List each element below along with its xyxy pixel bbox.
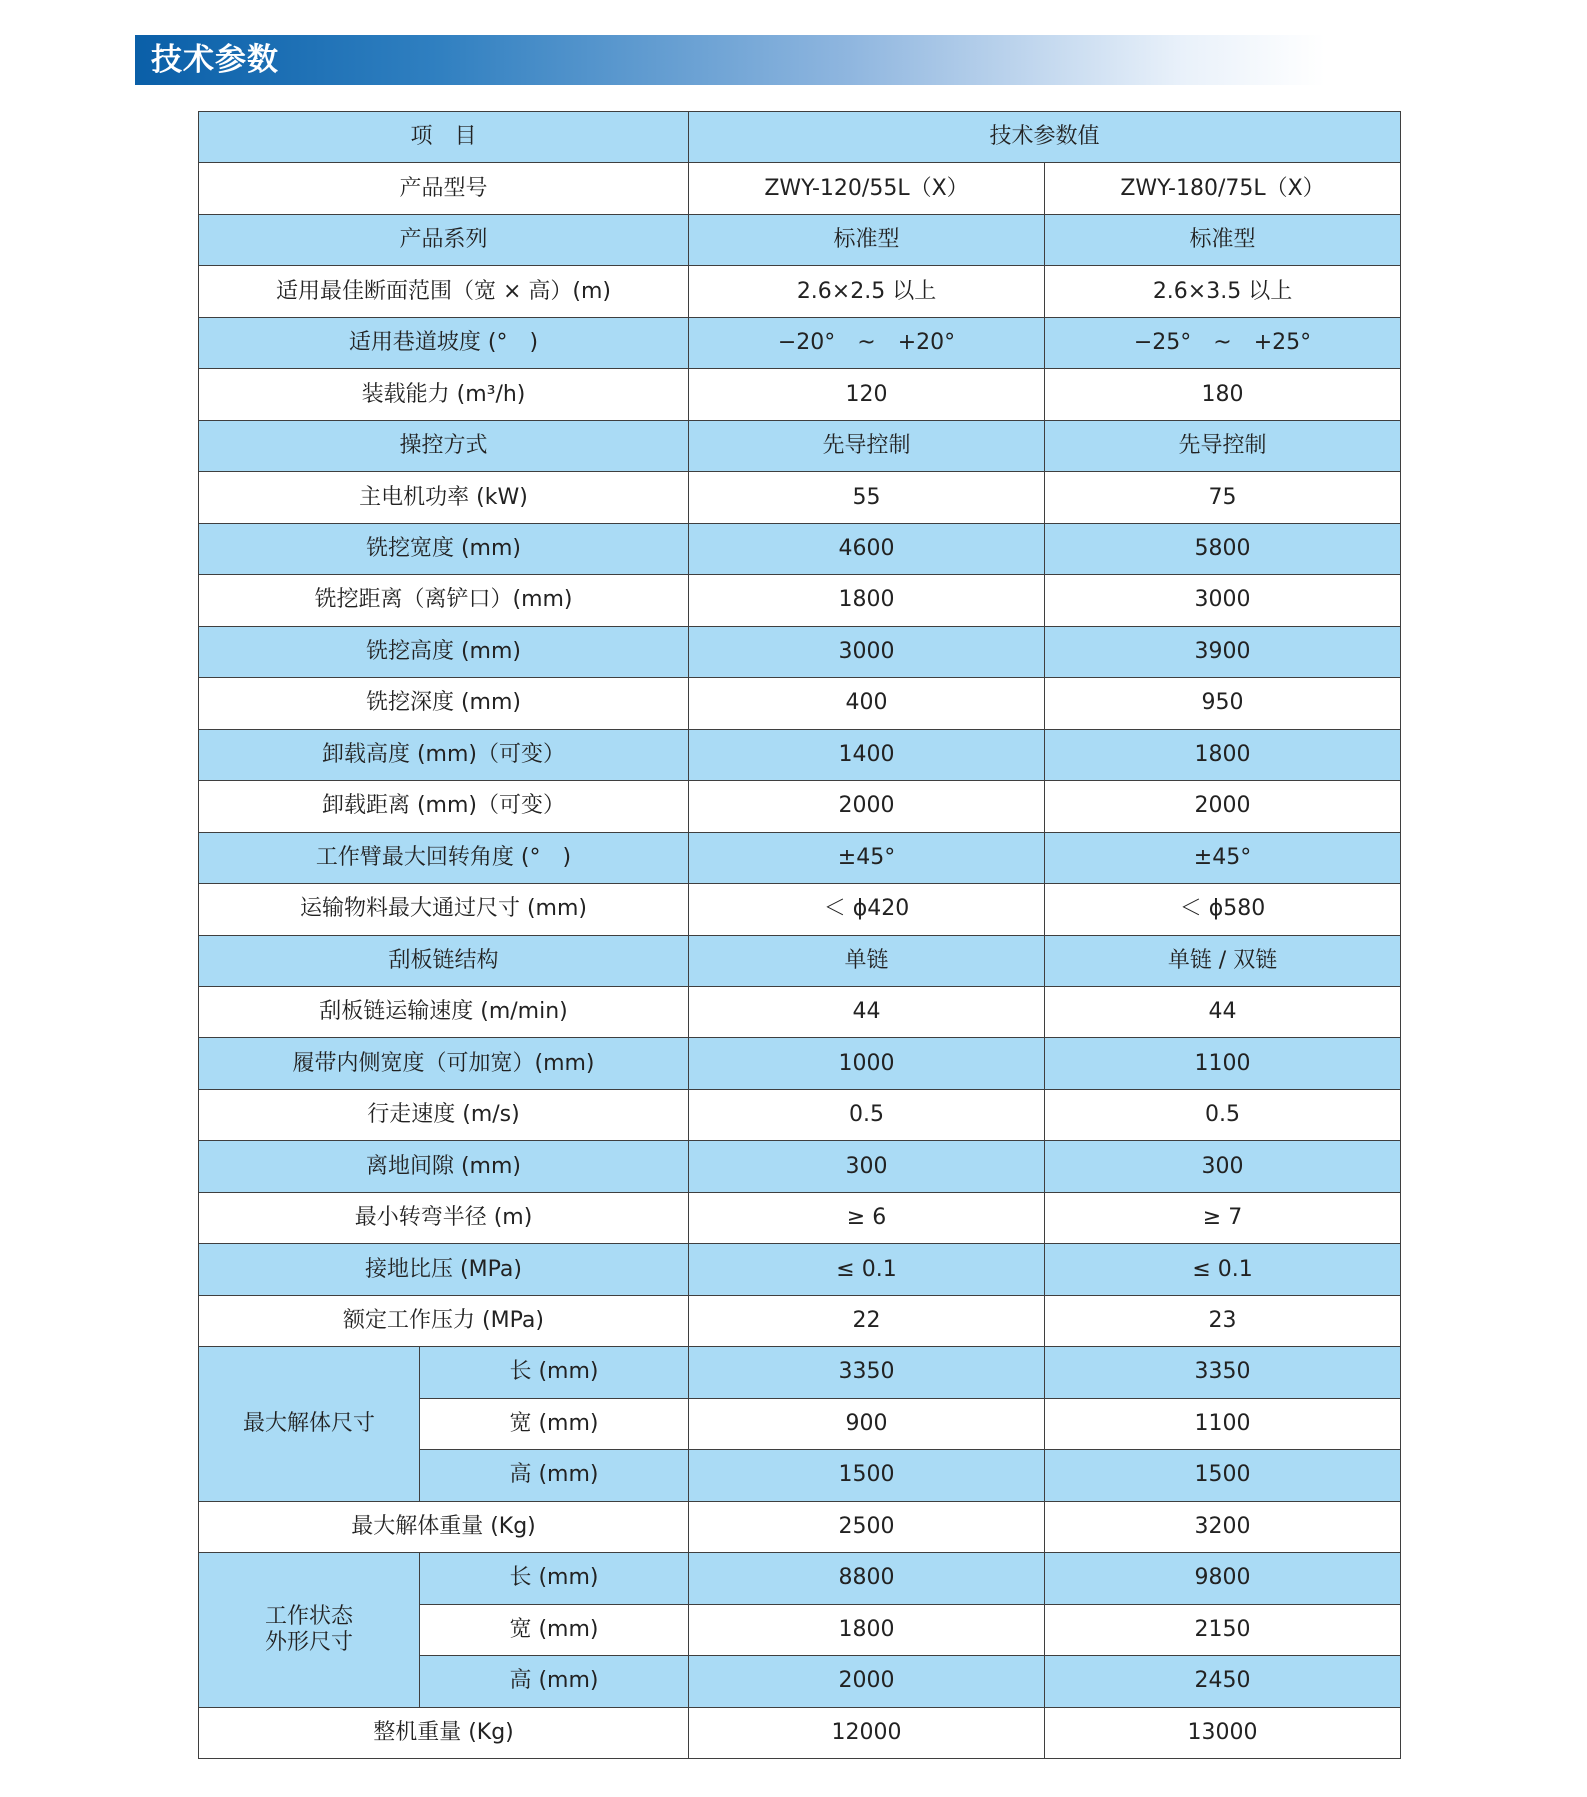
row-value-b: 先导控制 bbox=[1045, 420, 1401, 471]
row-value-a: 4600 bbox=[689, 523, 1045, 574]
row-value-a: 2000 bbox=[689, 1656, 1045, 1707]
row-value-a: 2000 bbox=[689, 781, 1045, 832]
row-value-a: ±45° bbox=[689, 832, 1045, 883]
row-value-a: 先导控制 bbox=[689, 420, 1045, 471]
table-row bbox=[199, 832, 1401, 883]
table-row bbox=[199, 1038, 1401, 1089]
row-label: 铣挖高度 (mm) bbox=[199, 626, 689, 677]
model-a: ZWY-120/55L（X） bbox=[689, 163, 1045, 214]
row-value-b: 2000 bbox=[1045, 781, 1401, 832]
table-row bbox=[199, 575, 1401, 626]
row-value-b: 1800 bbox=[1045, 729, 1401, 780]
row-value-a: 120 bbox=[689, 369, 1045, 420]
row-label: 离地间隙 (mm) bbox=[199, 1141, 689, 1192]
table-header-row bbox=[199, 112, 1401, 163]
row-value-b: 44 bbox=[1045, 986, 1401, 1037]
row-value-a: 12000 bbox=[689, 1707, 1045, 1758]
row-value-a: 300 bbox=[689, 1141, 1045, 1192]
row-value-b: 3350 bbox=[1045, 1347, 1401, 1398]
row-value-b: ＜ ϕ580 bbox=[1045, 884, 1401, 935]
row-label: 铣挖宽度 (mm) bbox=[199, 523, 689, 574]
row-value-a: 标准型 bbox=[689, 214, 1045, 265]
row-value-b: 3200 bbox=[1045, 1501, 1401, 1552]
row-label: 最小转弯半径 (m) bbox=[199, 1192, 689, 1243]
sub-label: 长 (mm) bbox=[420, 1347, 689, 1398]
row-value-a: 3000 bbox=[689, 626, 1045, 677]
row-value-b: 2150 bbox=[1045, 1604, 1401, 1655]
row-value-a: 900 bbox=[689, 1398, 1045, 1449]
row-value-b: 3900 bbox=[1045, 626, 1401, 677]
row-value-a: 2500 bbox=[689, 1501, 1045, 1552]
table-row bbox=[199, 884, 1401, 935]
row-value-b: 5800 bbox=[1045, 523, 1401, 574]
row-value-a: 22 bbox=[689, 1295, 1045, 1346]
section-title-banner bbox=[135, 35, 1325, 85]
work-size-row bbox=[199, 1553, 1401, 1604]
header-item: 项 目 bbox=[199, 112, 689, 163]
row-value-b: 23 bbox=[1045, 1295, 1401, 1346]
work-size-label: 工作状态 外形尺寸 bbox=[199, 1553, 420, 1707]
spec-table bbox=[198, 111, 1401, 1759]
row-value-b: 180 bbox=[1045, 369, 1401, 420]
row-value-b: 2450 bbox=[1045, 1656, 1401, 1707]
table-row bbox=[199, 1141, 1401, 1192]
row-value-b: 300 bbox=[1045, 1141, 1401, 1192]
row-value-a: 2.6×2.5 以上 bbox=[689, 266, 1045, 317]
row-value-b: −25° ~ +25° bbox=[1045, 317, 1401, 368]
table-row bbox=[199, 369, 1401, 420]
row-value-a: 3350 bbox=[689, 1347, 1045, 1398]
sub-label: 高 (mm) bbox=[420, 1656, 689, 1707]
row-value-b: ≥ 7 bbox=[1045, 1192, 1401, 1243]
table-row bbox=[199, 214, 1401, 265]
dismantle-size-row bbox=[199, 1347, 1401, 1398]
row-value-a: 55 bbox=[689, 472, 1045, 523]
table-row bbox=[199, 1089, 1401, 1140]
row-value-b: 1500 bbox=[1045, 1450, 1401, 1501]
row-label: 卸载距离 (mm)（可变） bbox=[199, 781, 689, 832]
row-value-b: 标准型 bbox=[1045, 214, 1401, 265]
table-row bbox=[199, 1295, 1401, 1346]
row-value-a: 1400 bbox=[689, 729, 1045, 780]
row-value-b: 1100 bbox=[1045, 1398, 1401, 1449]
row-value-a: 1000 bbox=[689, 1038, 1045, 1089]
model-b: ZWY-180/75L（X） bbox=[1045, 163, 1401, 214]
row-value-b: 13000 bbox=[1045, 1707, 1401, 1758]
row-value-a: 0.5 bbox=[689, 1089, 1045, 1140]
table-row bbox=[199, 729, 1401, 780]
row-value-b: 3000 bbox=[1045, 575, 1401, 626]
row-value-b: 单链 / 双链 bbox=[1045, 935, 1401, 986]
row-label: 产品系列 bbox=[199, 214, 689, 265]
table-row bbox=[199, 678, 1401, 729]
row-value-b: 2.6×3.5 以上 bbox=[1045, 266, 1401, 317]
sub-label: 宽 (mm) bbox=[420, 1398, 689, 1449]
row-label: 额定工作压力 (MPa) bbox=[199, 1295, 689, 1346]
table-row bbox=[199, 935, 1401, 986]
row-label: 铣挖距离（离铲口）(mm) bbox=[199, 575, 689, 626]
row-label: 适用最佳断面范围（宽 × 高）(m) bbox=[199, 266, 689, 317]
row-label: 工作臂最大回转角度 (° ) bbox=[199, 832, 689, 883]
row-value-a: 1500 bbox=[689, 1450, 1045, 1501]
table-row bbox=[199, 781, 1401, 832]
sub-label: 长 (mm) bbox=[420, 1553, 689, 1604]
row-label: 刮板链结构 bbox=[199, 935, 689, 986]
row-value-b: 75 bbox=[1045, 472, 1401, 523]
row-label: 整机重量 (Kg) bbox=[199, 1707, 689, 1758]
table-row bbox=[199, 626, 1401, 677]
row-value-a: 400 bbox=[689, 678, 1045, 729]
section-title: 技术参数 bbox=[151, 42, 279, 78]
row-label: 履带内侧宽度（可加宽）(mm) bbox=[199, 1038, 689, 1089]
row-value-a: 44 bbox=[689, 986, 1045, 1037]
sub-label: 宽 (mm) bbox=[420, 1604, 689, 1655]
sub-label: 高 (mm) bbox=[420, 1450, 689, 1501]
row-label: 运输物料最大通过尺寸 (mm) bbox=[199, 884, 689, 935]
row-value-a: ≤ 0.1 bbox=[689, 1244, 1045, 1295]
total-weight-row bbox=[199, 1707, 1401, 1758]
table-row bbox=[199, 523, 1401, 574]
row-label: 刮板链运输速度 (m/min) bbox=[199, 986, 689, 1037]
row-value-a: 1800 bbox=[689, 575, 1045, 626]
table-row bbox=[199, 317, 1401, 368]
dismantle-weight-row bbox=[199, 1501, 1401, 1552]
table-row bbox=[199, 1244, 1401, 1295]
row-label: 接地比压 (MPa) bbox=[199, 1244, 689, 1295]
row-label: 行走速度 (m/s) bbox=[199, 1089, 689, 1140]
row-value-a: 8800 bbox=[689, 1553, 1045, 1604]
table-row bbox=[199, 420, 1401, 471]
row-value-a: ≥ 6 bbox=[689, 1192, 1045, 1243]
row-value-a: 单链 bbox=[689, 935, 1045, 986]
row-value-a: 1800 bbox=[689, 1604, 1045, 1655]
row-label: 最大解体重量 (Kg) bbox=[199, 1501, 689, 1552]
table-row bbox=[199, 472, 1401, 523]
table-row bbox=[199, 1192, 1401, 1243]
model-label: 产品型号 bbox=[199, 163, 689, 214]
row-value-b: 1100 bbox=[1045, 1038, 1401, 1089]
row-label: 适用巷道坡度 (° ) bbox=[199, 317, 689, 368]
dismantle-size-label: 最大解体尺寸 bbox=[199, 1347, 420, 1501]
header-value: 技术参数值 bbox=[689, 112, 1401, 163]
row-value-a: ＜ ϕ420 bbox=[689, 884, 1045, 935]
row-value-a: −20° ~ +20° bbox=[689, 317, 1045, 368]
row-label: 装载能力 (m³/h) bbox=[199, 369, 689, 420]
table-row bbox=[199, 266, 1401, 317]
table-row bbox=[199, 986, 1401, 1037]
row-label: 主电机功率 (kW) bbox=[199, 472, 689, 523]
row-value-b: 0.5 bbox=[1045, 1089, 1401, 1140]
row-value-b: ±45° bbox=[1045, 832, 1401, 883]
row-label: 操控方式 bbox=[199, 420, 689, 471]
row-value-b: ≤ 0.1 bbox=[1045, 1244, 1401, 1295]
row-label: 铣挖深度 (mm) bbox=[199, 678, 689, 729]
row-value-b: 9800 bbox=[1045, 1553, 1401, 1604]
model-row bbox=[199, 163, 1401, 214]
row-label: 卸载高度 (mm)（可变） bbox=[199, 729, 689, 780]
row-value-b: 950 bbox=[1045, 678, 1401, 729]
